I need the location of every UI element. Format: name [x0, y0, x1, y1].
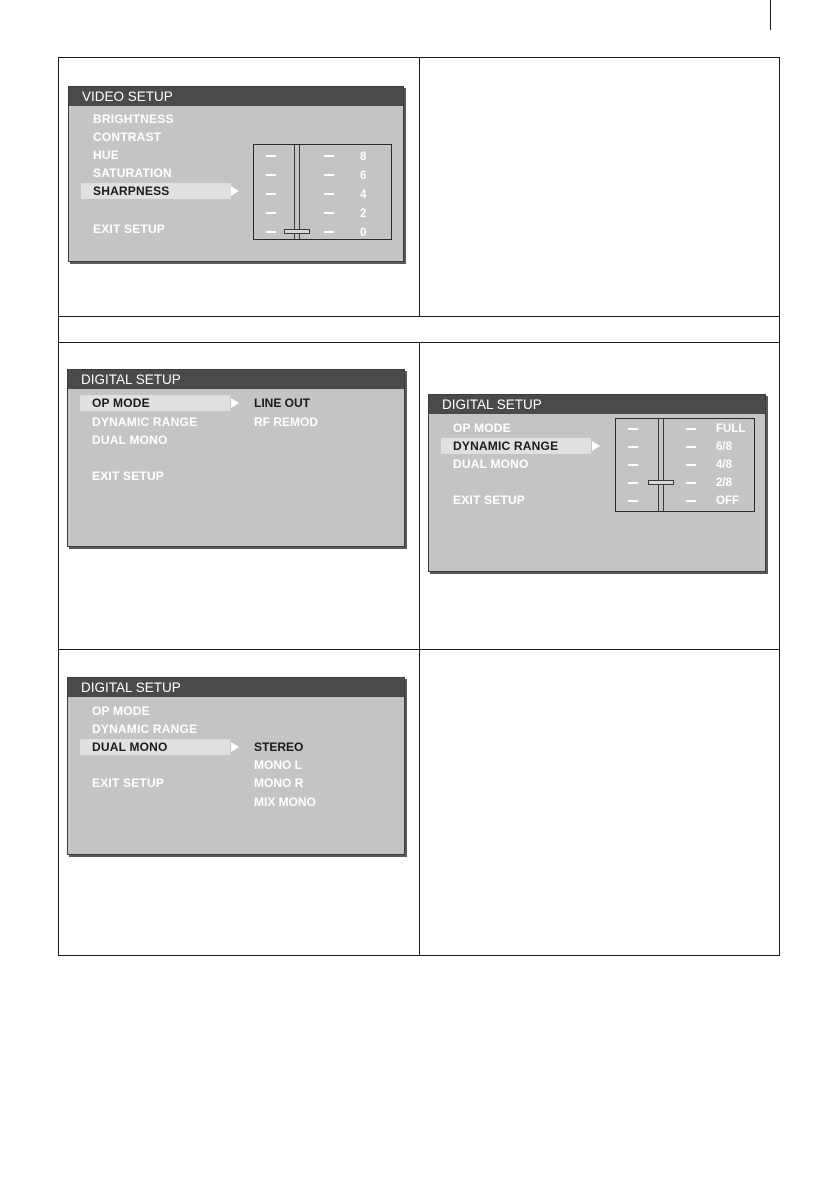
menu-item-sharpness[interactable]: SHARPNESS: [93, 184, 170, 198]
menu-title: DIGITAL SETUP: [429, 395, 765, 414]
scale-tick: [686, 446, 696, 448]
option-line-out[interactable]: LINE OUT: [254, 396, 310, 410]
menu-item-contrast[interactable]: CONTRAST: [93, 130, 162, 144]
slider-rail: [658, 419, 664, 511]
menu-title: VIDEO SETUP: [69, 87, 403, 106]
slider-knob[interactable]: [284, 229, 310, 234]
option-mono-l[interactable]: MONO L: [254, 758, 302, 772]
column-divider: [419, 58, 420, 316]
scale-label: FULL: [716, 423, 746, 435]
digital-setup-dynamic-range-menu: [428, 394, 766, 572]
exit-setup[interactable]: EXIT SETUP: [92, 469, 165, 483]
scale-tick: [266, 212, 276, 214]
scale-label: 0: [360, 227, 367, 239]
column-divider: [419, 342, 420, 956]
scale-tick: [628, 428, 638, 430]
scale-tick: [628, 464, 638, 466]
menu-item-saturation[interactable]: SATURATION: [93, 166, 172, 180]
scale-tick: [686, 500, 696, 502]
arrow-right-icon: [231, 186, 239, 196]
option-mono-r[interactable]: MONO R: [254, 776, 304, 790]
scale-label: 2: [360, 208, 367, 220]
sharpness-scale[interactable]: [253, 144, 392, 240]
digital-setup-op-mode-menu: [67, 369, 405, 547]
slider-rail: [294, 145, 300, 239]
menu-item-dynamic-range[interactable]: DYNAMIC RANGE: [453, 439, 559, 453]
video-setup-menu: [68, 86, 404, 262]
scale-tick: [628, 446, 638, 448]
arrow-right-icon: [231, 742, 239, 752]
scale-tick: [686, 428, 696, 430]
scale-tick: [686, 482, 696, 484]
option-mix-mono[interactable]: MIX MONO: [254, 795, 316, 809]
scale-label: 8: [360, 151, 367, 163]
scale-label: 6: [360, 170, 367, 182]
digital-setup-dual-mono-menu: [67, 677, 405, 855]
scale-tick: [628, 482, 638, 484]
dynamic-range-scale[interactable]: [615, 418, 755, 512]
option-stereo[interactable]: STEREO: [254, 740, 304, 754]
cut-line: [770, 0, 771, 30]
scale-tick: [266, 174, 276, 176]
row-divider: [59, 316, 779, 317]
menu-item-dynamic-range[interactable]: DYNAMIC RANGE: [92, 415, 198, 429]
scale-label: 2/8: [716, 477, 732, 489]
scale-label: 4/8: [716, 459, 732, 471]
scale-tick: [324, 193, 334, 195]
arrow-right-icon: [231, 398, 239, 408]
scale-label: OFF: [716, 495, 739, 507]
menu-item-dynamic-range[interactable]: DYNAMIC RANGE: [92, 722, 198, 736]
scale-tick: [628, 500, 638, 502]
menu-item-brightness[interactable]: BRIGHTNESS: [93, 112, 174, 126]
scale-tick: [686, 464, 696, 466]
arrow-right-icon: [592, 441, 600, 451]
scale-tick: [266, 155, 276, 157]
option-rf-remod[interactable]: RF REMOD: [254, 415, 318, 429]
menu-item-dual-mono[interactable]: DUAL MONO: [92, 740, 168, 754]
exit-setup[interactable]: EXIT SETUP: [93, 222, 166, 236]
menu-title: DIGITAL SETUP: [68, 370, 404, 389]
scale-tick: [324, 212, 334, 214]
scale-tick: [266, 193, 276, 195]
menu-item-dual-mono[interactable]: DUAL MONO: [92, 433, 168, 447]
scale-tick: [324, 231, 334, 233]
menu-title: DIGITAL SETUP: [68, 678, 404, 697]
scale-tick: [324, 155, 334, 157]
menu-item-op-mode[interactable]: OP MODE: [453, 421, 511, 435]
exit-setup[interactable]: EXIT SETUP: [92, 776, 165, 790]
scale-label: 6/8: [716, 441, 732, 453]
menu-item-op-mode[interactable]: OP MODE: [92, 396, 150, 410]
exit-setup[interactable]: EXIT SETUP: [453, 493, 526, 507]
scale-tick: [324, 174, 334, 176]
scale-tick: [266, 231, 276, 233]
scale-label: 4: [360, 189, 367, 201]
menu-item-hue[interactable]: HUE: [93, 148, 119, 162]
menu-item-dual-mono[interactable]: DUAL MONO: [453, 457, 529, 471]
menu-item-op-mode[interactable]: OP MODE: [92, 704, 150, 718]
slider-knob[interactable]: [648, 480, 674, 485]
